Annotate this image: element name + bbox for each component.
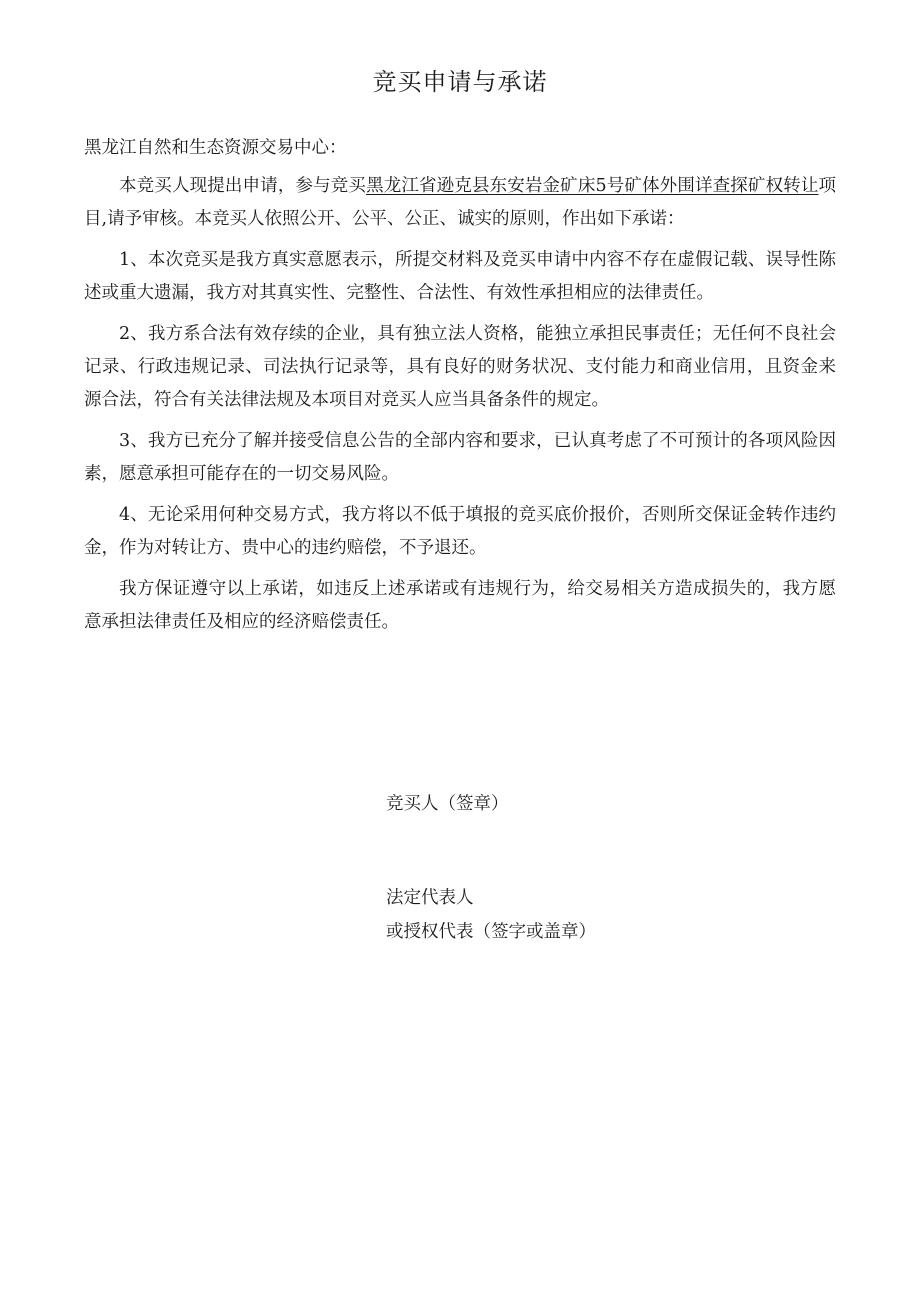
project-name: 黑龙江省逊克县东安岩金矿床5号矿体外围详查探矿权转让 <box>366 176 819 196</box>
salutation: 黑龙江自然和生态资源交易中心： <box>84 138 347 158</box>
legal-representative-label: 法定代表人 <box>386 888 474 908</box>
document-title: 竞买申请与承诺 <box>372 68 548 96</box>
commitment-item: 1、本次竞买是我方真实意愿表示，所提交材料及竞买申请中内容不存在虚假记载、误导性陈述或重大遗漏，我方对其真实性、完整性、合法性、有效性承担相应的法律责任。 <box>84 250 836 303</box>
commitment-item: 3、我方已充分了解并接受信息公告的全部内容和要求，已认真考虑了不可预计的各项风险因素，愿意承担可能存在的一切交易风险。 <box>84 431 836 484</box>
intro-paragraph <box>84 170 836 236</box>
closing-paragraph: 我方保证遵守以上承诺，如违反上述承诺或有违规行为，给交易相关方造成损失的，我方愿意承担法律责任及相应的经济赔偿责任。 <box>84 579 836 632</box>
intro-suffix: 项目,请予审核。本竞买人依照公开、公平、公正、诚实的原则，作出如下承诺： <box>84 176 837 229</box>
authorized-representative-label: 或授权代表（签字或盖章） <box>386 922 596 942</box>
document-body <box>84 170 836 647</box>
commitment-item: 2、我方系合法有效存续的企业，具有独立法人资格，能独立承担民事责任；无任何不良社会记录、行政违规记录、司法执行记录等，具有良好的财务状况、支付能力和商业信用，且资金来源合法，符合有关法律法规及本项目对竞买人应当具备条件的规定。 <box>84 324 836 410</box>
intro-prefix: 本竞买人现提出申请，参与竞买 <box>119 176 367 196</box>
bidder-signature-label: 竞买人（签章） <box>386 794 509 814</box>
commitment-item: 4、无论采用何种交易方式，我方将以不低于填报的竞买底价报价，否则所交保证金转作违约金，作为对转让方、贵中心的违约赔偿，不予退还。 <box>84 505 836 558</box>
